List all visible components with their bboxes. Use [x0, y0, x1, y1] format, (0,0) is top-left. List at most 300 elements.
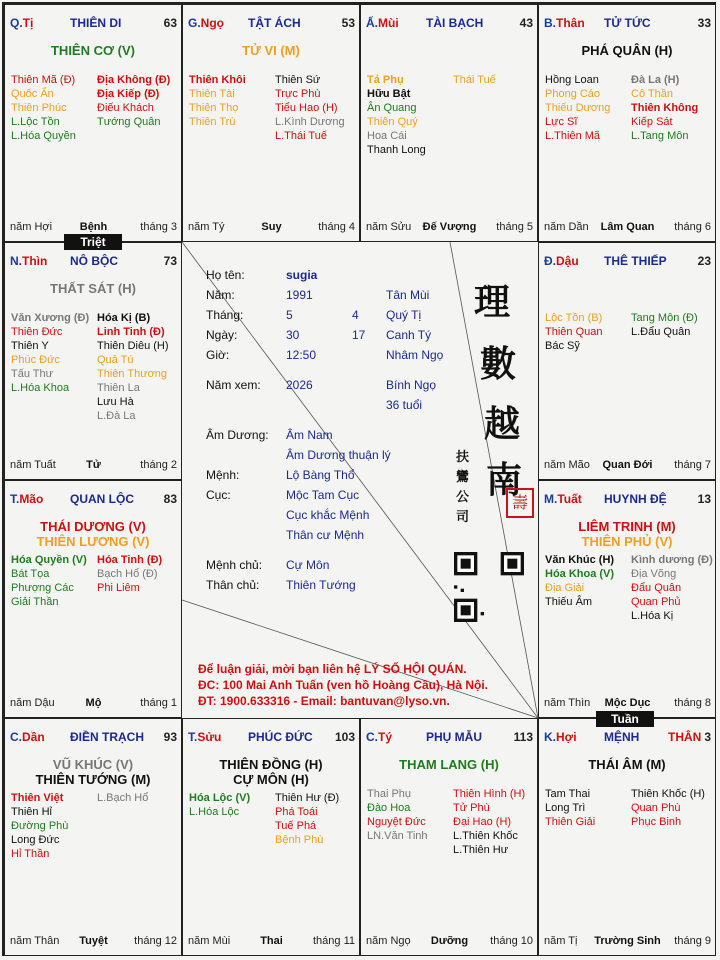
- minor-stars-column: [97, 73, 170, 129]
- label-day: Ngày:: [206, 328, 238, 342]
- palace-cell[interactable]: [538, 242, 716, 480]
- minor-star: LN.Văn Tinh: [367, 830, 428, 842]
- minor-star: Đường Phù: [11, 820, 69, 832]
- value-cuc-relation: Cục khắc Mệnh: [286, 508, 370, 522]
- value-name: sugia: [286, 268, 318, 282]
- center-info-panel: [184, 244, 538, 718]
- minor-star: Thiên Phúc: [11, 102, 67, 114]
- minor-stars-column: [367, 73, 426, 157]
- palace-month: tháng 8: [674, 697, 711, 709]
- minor-star: Lưu Hà: [97, 396, 134, 408]
- minor-stars-column: [11, 311, 89, 395]
- minor-star: Thiên Thương: [97, 368, 168, 380]
- qr-module: [507, 559, 517, 569]
- minor-star: Thiếu Dương: [545, 102, 611, 114]
- value-amduong: Âm Nam: [286, 428, 333, 442]
- minor-star: L.Hóa Quyền: [11, 130, 76, 142]
- minor-star: Hóa Kị (B): [97, 312, 151, 324]
- minor-star: Thiên Giải: [545, 816, 596, 828]
- palace-cell[interactable]: [4, 480, 182, 718]
- palace-year: năm Tý: [188, 221, 225, 233]
- minor-star: L.Thiên Hư: [453, 844, 509, 856]
- minor-star: Quốc Ấn: [11, 88, 54, 100]
- minor-star: Thai Phụ: [367, 788, 412, 800]
- label-menh: Mệnh:: [206, 468, 240, 482]
- palace-name: THÊ THIẾP: [604, 254, 667, 268]
- major-stars: [361, 757, 537, 772]
- label-hour: Giờ:: [206, 348, 230, 362]
- minor-star: L.Hóa Khoa: [11, 382, 70, 394]
- palace-number: 33: [697, 16, 711, 30]
- palace-branch: Hợi: [556, 730, 577, 744]
- palace-phase: Suy: [261, 221, 282, 233]
- minor-star: Thiên Y: [11, 340, 49, 352]
- minor-star: Phục Binh: [631, 816, 682, 828]
- palace-phase: Trường Sinh: [594, 935, 661, 947]
- palace-stem: C.: [366, 730, 378, 744]
- palace-branch: Dậu: [556, 254, 579, 268]
- minor-star: Phúc Đức: [11, 354, 60, 366]
- label-year: Năm:: [206, 288, 235, 302]
- minor-star: Hoa Cái: [367, 130, 407, 142]
- palace-header: [544, 492, 711, 508]
- minor-stars-column: [631, 73, 698, 143]
- palace-month: tháng 4: [318, 221, 355, 233]
- qr-module: [481, 612, 484, 615]
- minor-star: Hữu Bật: [367, 88, 411, 100]
- day-canchi: Canh Tý: [386, 328, 432, 342]
- palace-cell[interactable]: [360, 718, 538, 956]
- minor-star: Văn Khúc (H): [545, 554, 615, 566]
- minor-stars-column: [545, 311, 602, 353]
- value-month-lunar: 4: [352, 308, 359, 322]
- minor-star: Quan Phủ: [631, 596, 681, 608]
- minor-star: L.Đẩu Quân: [631, 326, 691, 338]
- palace-footer: [544, 697, 711, 711]
- palace-phase: Tử: [86, 459, 101, 471]
- minor-star: Nguyệt Đức: [367, 816, 426, 828]
- value-amduong-ly: Âm Dương thuận lý: [286, 448, 391, 462]
- palace-footer: [10, 459, 177, 473]
- minor-star: Thiên Đức: [11, 326, 63, 338]
- minor-star: L.Kình Dương: [275, 116, 345, 128]
- minor-star: Thiên Hư (Đ): [275, 792, 340, 804]
- palace-name: NÔ BỘC: [70, 254, 118, 268]
- palace-month: tháng 3: [140, 221, 177, 233]
- minor-stars-column: [97, 311, 169, 423]
- minor-star: Đào Hoa: [367, 802, 411, 814]
- value-month: 5: [286, 308, 293, 322]
- contact-line-3: ĐT: 1900.633316 - Email: bantuvan@lyso.vn.: [198, 694, 450, 708]
- palace-name: PHỤ MẪU: [426, 730, 482, 744]
- minor-stars-column: [275, 73, 345, 143]
- minor-star: L.Thiên Khốc: [453, 830, 518, 842]
- major-stars: [5, 43, 181, 58]
- palace-month: tháng 6: [674, 221, 711, 233]
- minor-stars-column: [631, 553, 713, 623]
- tuan-marker: Tuần: [596, 711, 654, 727]
- palace-stem: T.: [10, 492, 20, 506]
- label-menh-chu: Mệnh chủ:: [206, 558, 263, 572]
- palace-phase: Dưỡng: [430, 935, 469, 947]
- palace-phase: Bệnh: [79, 221, 108, 233]
- minor-star: L.Tang Môn: [631, 130, 689, 142]
- palace-year: năm Thân: [10, 935, 60, 947]
- minor-star: Thiên Hình (H): [453, 788, 526, 800]
- palace-footer: [366, 221, 533, 235]
- hour-canchi: Nhâm Ngọ: [386, 348, 444, 362]
- palace-stem: Q.: [10, 16, 23, 30]
- major-stars: [5, 757, 181, 787]
- minor-star: Tấu Thư: [11, 368, 54, 380]
- year-canchi: Tân Mùi: [386, 288, 430, 302]
- value-cuc: Mộc Tam Cục: [286, 488, 360, 502]
- palace-year: năm Dần: [544, 221, 589, 233]
- palace-phase: Quan Đới: [602, 459, 653, 471]
- minor-star: Bạch Hổ (Đ): [97, 568, 158, 580]
- minor-stars-column: [631, 311, 698, 339]
- minor-star: Hóa Quyền (V): [11, 554, 87, 566]
- brand-char-1: 理: [474, 281, 511, 323]
- palace-name: ĐIỀN TRẠCH: [70, 730, 144, 744]
- minor-star: Địa Kiếp (Đ): [97, 88, 160, 100]
- palace-stem: N.: [10, 254, 22, 268]
- palace-footer: [10, 935, 177, 949]
- triet-marker: Triệt: [64, 234, 122, 250]
- minor-star: Đại Hao (H): [453, 816, 512, 828]
- minor-star: Thiên Không: [631, 102, 699, 114]
- minor-stars-column: [275, 791, 339, 847]
- palace-footer: [544, 459, 711, 473]
- minor-stars-column: [11, 73, 76, 143]
- palace-number: 63: [163, 16, 177, 30]
- major-star: THIÊN CƠ (V): [50, 43, 136, 58]
- palace-stem: Ấ.: [366, 16, 378, 30]
- minor-star: Hóa Lộc (V): [189, 792, 251, 804]
- value-than-chu: Thiên Tướng: [286, 578, 356, 592]
- minor-stars-column: [545, 787, 595, 829]
- minor-star: Thiên Mã (Đ): [11, 74, 76, 86]
- minor-stars-column: [545, 73, 610, 143]
- palace-name: TỬ TỨC: [604, 16, 651, 30]
- minor-star: Thiên Sứ: [275, 74, 321, 86]
- major-stars: [539, 519, 715, 549]
- palace-name: THIÊN DI: [70, 16, 122, 30]
- minor-star: Thiên Khốc (H): [631, 788, 705, 800]
- minor-star: Tử Phù: [453, 802, 490, 814]
- brand-seal: 壽: [506, 488, 534, 518]
- palace-branch: Dần: [22, 730, 45, 744]
- major-star: THÁI ÂM (M): [588, 757, 666, 772]
- minor-star: L.Hóa Lộc: [189, 806, 240, 818]
- major-stars: [539, 43, 715, 58]
- palace-branch: Mùi: [378, 16, 399, 30]
- minor-star: Quan Phù: [631, 802, 681, 814]
- value-day: 30: [286, 328, 300, 342]
- major-star: VŨ KHÚC (V): [52, 757, 134, 772]
- palace-footer: [10, 221, 177, 235]
- minor-star: Hóa Khoa (V): [545, 568, 615, 580]
- palace-cell[interactable]: [182, 718, 360, 956]
- qr-module: [461, 589, 464, 592]
- palace-year: năm Mùi: [188, 935, 231, 947]
- palace-header: [188, 730, 355, 746]
- minor-stars-column: [367, 787, 428, 843]
- minor-stars-column: [453, 73, 496, 87]
- value-day-lunar: 17: [352, 328, 366, 342]
- palace-month: tháng 5: [496, 221, 533, 233]
- palace-header: [10, 254, 177, 270]
- palace-name: QUAN LỘC: [70, 492, 134, 506]
- minor-star: Thiên Quý: [367, 116, 418, 128]
- palace-cell[interactable]: [538, 480, 716, 718]
- label-month: Tháng:: [206, 308, 244, 322]
- major-star: TỬ VI (M): [242, 43, 300, 58]
- major-star: PHÁ QUÂN (H): [581, 43, 673, 58]
- minor-star: L.Thiên Mã: [545, 130, 601, 142]
- minor-star: Thiên Trù: [189, 116, 236, 128]
- minor-star: L.Đà La: [97, 410, 136, 422]
- contact-line-1: Để luận giải, mời bạn liên hệ LÝ SỐ HỘI QUÁN.: [198, 662, 467, 676]
- palace-header: [10, 730, 177, 746]
- palace-number: 113: [513, 730, 533, 744]
- label-than-chu: Thân chủ:: [206, 578, 260, 592]
- minor-star: Thiên La: [97, 382, 140, 394]
- palace-number: 93: [163, 730, 177, 744]
- palace-branch: Ngọ: [200, 16, 224, 30]
- palace-cell[interactable]: [4, 718, 182, 956]
- palace-branch: Mão: [19, 492, 44, 506]
- minor-star: Lực Sĩ: [545, 116, 578, 128]
- minor-star: Long Đức: [11, 834, 60, 846]
- palace-branch: Tý: [378, 730, 393, 744]
- palace-year: năm Sửu: [366, 221, 412, 233]
- palace-footer: [10, 697, 177, 711]
- major-star: THIÊN LƯƠNG (V): [36, 534, 150, 549]
- palace-number: 73: [163, 254, 177, 268]
- palace-month: tháng 11: [312, 935, 355, 947]
- palace-number: 3: [704, 730, 711, 744]
- minor-star: L.Hóa Kị: [631, 610, 674, 622]
- minor-star: Thiên Tài: [189, 88, 235, 100]
- view-year-canchi: Bính Ngọ: [386, 378, 437, 392]
- palace-footer: [188, 935, 355, 949]
- value-than-cu: Thân cư Mệnh: [286, 528, 365, 542]
- palace-name: TẬT ÁCH: [248, 16, 301, 30]
- minor-star: Địa Võng: [631, 568, 677, 580]
- palace-header: [544, 16, 711, 32]
- minor-star: Thiên Khôi: [189, 74, 246, 86]
- brand-char-4: 南: [486, 459, 523, 501]
- minor-stars-column: [11, 553, 87, 609]
- palace-than-marker: THÂN: [668, 730, 702, 744]
- palace-header: [366, 730, 533, 746]
- minor-star: L.Thái Tuế: [275, 130, 327, 142]
- brand-small-text: 扶 鸞 公 司: [456, 450, 470, 525]
- label-cuc: Cục:: [206, 488, 231, 502]
- minor-star: Tiểu Hao (H): [275, 102, 338, 114]
- major-stars: [5, 281, 181, 296]
- value-menh: Lộ Bàng Thổ: [286, 468, 355, 482]
- minor-star: Bệnh Phù: [275, 834, 324, 846]
- major-stars: [183, 43, 359, 58]
- minor-star: Phong Cáo: [545, 88, 601, 100]
- qr-module: [454, 585, 457, 588]
- palace-cell[interactable]: [360, 4, 538, 242]
- palace-number: 43: [519, 16, 533, 30]
- palace-year: năm Ngọ: [366, 935, 411, 947]
- minor-star: Bát Tọa: [11, 568, 50, 580]
- palace-cell[interactable]: [182, 4, 360, 242]
- minor-star: Thanh Long: [367, 144, 426, 156]
- palace-year: năm Hợi: [10, 221, 53, 233]
- qr-module: [461, 605, 471, 615]
- palace-footer: [188, 221, 355, 235]
- palace-month: tháng 7: [674, 459, 711, 471]
- palace-cell[interactable]: [538, 4, 716, 242]
- palace-header: [10, 492, 177, 508]
- minor-star: Tam Thai: [545, 788, 591, 800]
- minor-star: Phượng Các: [11, 582, 74, 594]
- palace-footer: [544, 935, 711, 949]
- minor-stars-column: [631, 787, 705, 829]
- minor-star: Ân Quang: [367, 102, 417, 114]
- palace-stem: C.: [10, 730, 22, 744]
- palace-month: tháng 10: [490, 935, 533, 947]
- minor-star: Kiếp Sát: [631, 116, 673, 128]
- minor-star: Thiếu Âm: [545, 596, 593, 608]
- brand-char-3: 越: [484, 403, 521, 445]
- palace-name: HUYNH ĐỆ: [604, 492, 667, 506]
- brand-char-2: 數: [480, 343, 517, 385]
- palace-branch: Tị: [22, 16, 34, 30]
- palace-year: năm Tuất: [10, 459, 56, 471]
- minor-star: Hóa Tinh (Đ): [97, 554, 163, 566]
- minor-star: L.Lộc Tồn: [11, 116, 60, 128]
- value-hour: 12:50: [286, 348, 317, 362]
- minor-star: Quả Tú: [97, 354, 134, 366]
- minor-stars-column: [453, 787, 525, 857]
- palace-phase: Mộc Dục: [604, 697, 651, 709]
- minor-stars-column: [11, 791, 68, 861]
- palace-stem: M.: [544, 492, 558, 506]
- major-stars: [5, 519, 181, 549]
- major-star: THIÊN ĐỒNG (H): [219, 757, 323, 772]
- minor-star: Tuế Phá: [275, 820, 317, 832]
- palace-number: 23: [697, 254, 711, 268]
- value-year: 1991: [286, 288, 313, 302]
- palace-stem: B.: [544, 16, 556, 30]
- minor-star: Hỉ Thần: [11, 848, 50, 860]
- palace-year: năm Mão: [544, 459, 590, 471]
- minor-star: Văn Xương (Đ): [11, 312, 90, 324]
- minor-star: Phá Toái: [275, 806, 318, 818]
- minor-star: Phi Liêm: [97, 582, 140, 594]
- minor-star: Trực Phù: [275, 88, 321, 100]
- major-star: THÁI DƯƠNG (V): [40, 519, 146, 534]
- value-menh-chu: Cự Môn: [286, 558, 330, 572]
- minor-stars-column: [545, 553, 614, 609]
- palace-header: [544, 254, 711, 270]
- major-star: THAM LANG (H): [399, 757, 499, 772]
- minor-star: Địa Không (Đ): [97, 74, 171, 86]
- palace-phase: Tuyệt: [79, 935, 108, 947]
- palace-cell[interactable]: [4, 4, 182, 242]
- palace-name: MỆNH: [604, 730, 640, 744]
- palace-phase: Đế Vượng: [422, 221, 477, 233]
- palace-stem: Đ.: [544, 254, 556, 268]
- palace-footer: [544, 221, 711, 235]
- palace-month: tháng 2: [140, 459, 177, 471]
- minor-star: Thiên Quan: [545, 326, 603, 338]
- minor-star: Thiên Diêu (H): [97, 340, 169, 352]
- label-amduong: Âm Dương:: [206, 428, 269, 442]
- minor-star: Điếu Khách: [97, 102, 154, 114]
- minor-star: Thiên Hỉ: [11, 806, 52, 818]
- palace-header: [366, 16, 533, 32]
- palace-month: tháng 9: [674, 935, 711, 947]
- palace-number: 13: [697, 492, 711, 506]
- palace-branch: Tuất: [557, 492, 582, 506]
- palace-stem: G.: [188, 16, 201, 30]
- major-stars: [539, 757, 715, 772]
- major-star: LIÊM TRINH (M): [578, 519, 676, 534]
- palace-phase: Lâm Quan: [600, 221, 655, 233]
- minor-star: Linh Tinh (Đ): [97, 326, 165, 338]
- minor-star: Kình dương (Đ): [631, 554, 713, 566]
- minor-star: Tang Môn (Đ): [631, 312, 698, 324]
- major-star: THIÊN TƯỚNG (M): [35, 772, 151, 787]
- palace-year: năm Tị: [544, 935, 578, 947]
- major-star: THIÊN PHỦ (V): [581, 534, 673, 549]
- minor-star: Thiên Việt: [11, 792, 64, 804]
- palace-month: tháng 1: [140, 697, 177, 709]
- palace-header: [10, 16, 177, 32]
- palace-year: năm Dậu: [10, 697, 55, 709]
- contact-line-2: ĐC: 100 Mai Anh Tuấn (ven hồ Hoàng Cầu), Hà Nội.: [198, 678, 489, 692]
- minor-star: Hồng Loan: [545, 74, 599, 86]
- label-name: Họ tên:: [206, 268, 245, 282]
- palace-number: 83: [163, 492, 177, 506]
- palace-number: 53: [341, 16, 355, 30]
- palace-phase: Mộ: [85, 697, 102, 709]
- palace-phase: Thai: [260, 935, 283, 947]
- major-star: THẤT SÁT (H): [50, 281, 136, 296]
- palace-year: năm Thìn: [544, 697, 591, 709]
- palace-name: PHÚC ĐỨC: [248, 730, 313, 744]
- palace-stem: T.: [188, 730, 198, 744]
- horoscope-chart: [2, 2, 716, 956]
- minor-stars-column: [97, 791, 148, 805]
- value-view-year: 2026: [286, 378, 313, 392]
- month-canchi: Quý Tị: [386, 308, 422, 322]
- minor-star: Tướng Quân: [97, 116, 161, 128]
- palace-cell[interactable]: [538, 718, 716, 956]
- minor-star: Địa Giải: [545, 582, 585, 594]
- minor-star: Cô Thần: [631, 88, 673, 100]
- palace-branch: Thân: [556, 16, 585, 30]
- qr-code[interactable]: [454, 552, 524, 622]
- qr-module: [461, 559, 471, 569]
- palace-cell[interactable]: [4, 242, 182, 480]
- minor-stars-column: [97, 553, 162, 595]
- minor-star: Thiên Thọ: [189, 102, 239, 114]
- minor-star: Đà La (H): [631, 74, 680, 86]
- palace-name: TÀI BẠCH: [426, 16, 484, 30]
- minor-star: Thái Tuế: [453, 74, 496, 86]
- minor-star: L.Bạch Hổ: [97, 792, 149, 804]
- label-view-year: Năm xem:: [206, 378, 261, 392]
